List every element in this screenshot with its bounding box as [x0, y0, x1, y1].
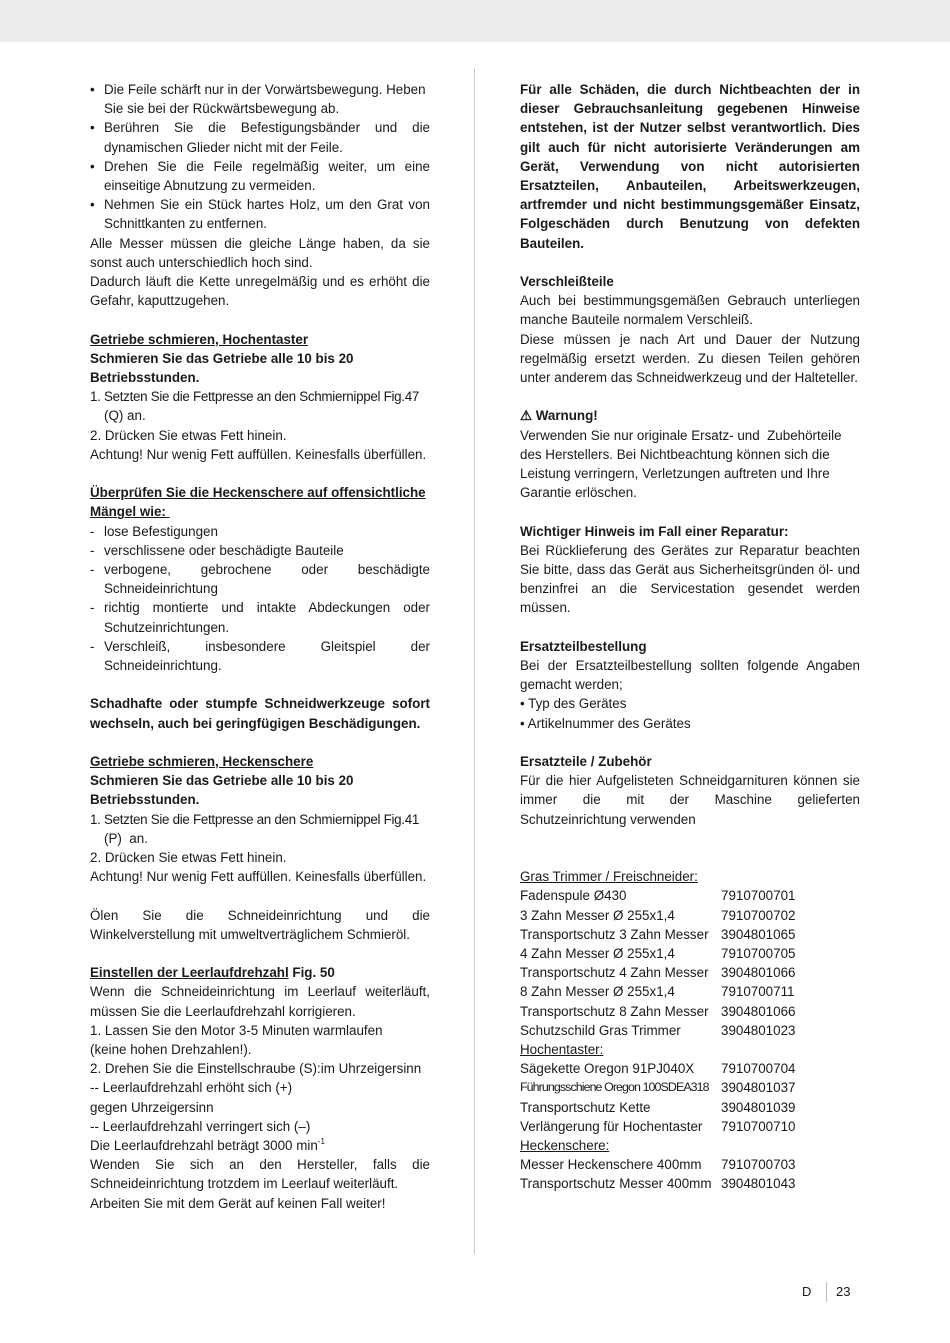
- step: 1. Setzten Sie die Fettpresse an den Schmiernippel Fig.41: [90, 811, 420, 827]
- table-row: Sägekette Oregon 91PJ040X 7910700704: [520, 1061, 796, 1077]
- paragraph: Ölen Sie die Schneideinrichtung und die Winkelverstellung mit umweltverträglichem Schmieröl.: [90, 907, 430, 942]
- list-item: • Berühren Sie die Befestigungsbänder und die dynamischen Glieder nicht mit der Feile.: [90, 118, 430, 156]
- table-row: Transportschutz 3 Zahn Messer 3904801065: [520, 926, 796, 942]
- section-heading: Überprüfen Sie die Heckenschere auf offensichtliche: [90, 485, 426, 501]
- list-item: - verschlissene oder beschädigte Bauteile: [90, 541, 430, 560]
- table-row: Transportschutz Messer 400mm 3904801043: [520, 1176, 796, 1192]
- step: 1. Lassen Sie den Motor 3-5 Minuten warmlaufen: [90, 1022, 383, 1038]
- table-row: Transportschutz 8 Zahn Messer 3904801066: [520, 1003, 796, 1019]
- section-heading: Wichtiger Hinweis im Fall einer Reparatur:: [520, 523, 789, 539]
- liability-notice: Für alle Schäden, die durch Nichtbeachten der in dieser Gebrauchsanleitung gegebenen Hinweise entstehen, ist der Nutzer selbst verantwortlich. Dies gilt auch für nicht autorisierte Veränderungen am Gerät, Verwendung von nicht autorisierten Ersatzteilen, Anbauteilen, Arbeitswerkzeugen, artfremder und nicht bestimmungsgemäßer Einsatz, Folgeschäden durch Benutzung von defekten Bauteilen.: [520, 82, 860, 251]
- section-heading: Getriebe schmieren, Heckenschere: [90, 754, 314, 770]
- parts-group-heading: Heckenschere:: [520, 1138, 610, 1154]
- warning-line: Leistung verringern, Verletzungen auftreten und Ihre: [520, 466, 830, 482]
- footer-divider: [826, 1282, 827, 1302]
- page-number: 23: [836, 1284, 851, 1299]
- list-item: - lose Befestigungen: [90, 522, 430, 541]
- list-item: • Nehmen Sie ein Stück hartes Holz, um den Grat von Schnittkanten zu entfernen.: [90, 195, 430, 233]
- table-row: 8 Zahn Messer Ø 255x1,4 7910700711: [520, 984, 795, 1000]
- section-heading: Verschleißteile: [520, 274, 614, 290]
- paragraph: Bei der Ersatzteilbestellung sollten folgende Angaben gemacht werden;: [520, 658, 860, 693]
- warning-line: Garantie erlöschen.: [520, 485, 637, 501]
- table-row: Führungsschiene Oregon 100SDEA318 3904801037: [520, 1080, 796, 1096]
- list-item: - richtig montierte und intakte Abdeckungen oder Schutzeinrichtungen.: [90, 598, 430, 636]
- list-item: - verbogene, gebrochene oder beschädigte Schneideinrichtung: [90, 560, 430, 598]
- note: Achtung! Nur wenig Fett auffüllen. Keinesfalls überfüllen.: [90, 446, 427, 462]
- top-band: [0, 0, 950, 42]
- bold-warning: Schadhafte oder stumpfe Schneidwerkzeuge sofort wechseln, auch bei geringfügigen Beschädigungen.: [90, 696, 430, 731]
- table-row: Transportschutz Kette 3904801039: [520, 1099, 796, 1115]
- list-item: • Drehen Sie die Feile regelmäßig weiter, um eine einseitige Abnutzung zu vermeiden.: [90, 157, 430, 195]
- step: -- Leerlaufdrehzahl erhöht sich (+): [90, 1080, 293, 1096]
- table-row: Schutzschild Gras Trimmer 3904801023: [520, 1022, 796, 1038]
- step: (keine hohen Drehzahlen!).: [90, 1042, 252, 1058]
- table-row: 4 Zahn Messer Ø 255x1,4 7910700705: [520, 946, 796, 962]
- step: (P) an.: [104, 830, 148, 846]
- section-heading: Einstellen der Leerlaufdrehzahl Fig. 50: [90, 965, 335, 981]
- table-row: Messer Heckenschere 400mm 7910700703: [520, 1157, 796, 1173]
- step: -- Leerlaufdrehzahl verringert sich (–): [90, 1118, 311, 1134]
- section-heading: ⚠ Warnung!: [520, 408, 598, 424]
- step: 2. Drücken Sie etwas Fett hinein.: [90, 850, 287, 866]
- column-divider: [474, 68, 475, 1254]
- paragraph: Wenden Sie sich an den Hersteller, falls die Schneideinrichtung trotzdem im Leerlauf weiterläuft.: [90, 1157, 430, 1192]
- section-heading: Getriebe schmieren, Hochentaster: [90, 331, 309, 347]
- step: Die Leerlaufdrehzahl beträgt 3000 $\min^{-1}$: [90, 1137, 325, 1154]
- footer-language: D: [802, 1284, 812, 1299]
- paragraph: Für die hier Aufgelisteten Schneidgarnituren können sie immer die mit der Maschine gelieferten Schutzeinrichtung verwenden: [520, 773, 860, 827]
- bold-instruction: Betriebsstunden.: [90, 792, 200, 808]
- table-row: Transportschutz 4 Zahn Messer 3904801066: [520, 965, 796, 981]
- left-column: [90, 80, 430, 1213]
- parts-group-heading: Hochentaster:: [520, 1042, 604, 1058]
- list-item: • Artikelnummer des Gerätes: [520, 715, 691, 731]
- paragraph: Bei Rücklieferung des Gerätes zur Reparatur beachten Sie bitte, dass das Gerät aus Sicherheitsgründen öl- und benzinfrei an die Servicestation gesendet werden müssen.: [520, 542, 860, 616]
- bold-instruction: Betriebsstunden.: [90, 370, 200, 386]
- paragraph: Arbeiten Sie mit dem Gerät auf keinen Fall weiter!: [90, 1195, 386, 1211]
- warning-icon: ⚠: [520, 408, 533, 424]
- table-row: Verlängerung für Hochentaster 7910700710: [520, 1118, 796, 1134]
- paragraph: Alle Messer müssen die gleiche Länge haben, da sie sonst auch unterschiedlich hoch sind.: [90, 235, 430, 270]
- parts-table: [520, 867, 795, 1193]
- right-column: [520, 80, 860, 1194]
- paragraph: Auch bei bestimmungsgemäßen Gebrauch unterliegen manche Bauteile normalem Verschleiß.: [520, 293, 860, 328]
- bold-instruction: Schmieren Sie das Getriebe alle 10 bis 20: [90, 773, 354, 789]
- table-row: 3 Zahn Messer Ø 255x1,4 7910700702: [520, 907, 796, 923]
- paragraph: Dadurch läuft die Kette unregelmäßig und es erhöht die Gefahr, kaputtzugehen.: [90, 274, 430, 309]
- step: 2. Drücken Sie etwas Fett hinein.: [90, 427, 287, 443]
- table-row: Fadenspule Ø430 7910700701: [520, 888, 796, 904]
- warning-line: des Herstellers. Bei Nichtbeachtung können sich die: [520, 446, 830, 462]
- paragraph: Wenn die Schneideinrichtung im Leerlauf weiterläuft, müssen Sie die Leerlaufdrehzahl korrigieren.: [90, 984, 430, 1019]
- step: gegen Uhrzeigersinn: [90, 1099, 214, 1115]
- note: Achtung! Nur wenig Fett auffüllen. Keinesfalls überfüllen.: [90, 869, 427, 885]
- section-heading: Ersatzteile / Zubehör: [520, 754, 652, 770]
- list-item: • Typ des Gerätes: [520, 696, 627, 712]
- warning-line: Verwenden Sie nur originale Ersatz- und Zubehörteile: [520, 427, 842, 443]
- step: (Q) an.: [104, 408, 146, 424]
- step: 2. Drehen Sie die Einstellschraube (S):im Uhrzeigersinn: [90, 1061, 422, 1077]
- section-heading: Ersatzteilbestellung: [520, 638, 647, 654]
- parts-group-heading: Gras Trimmer / Freischneider:: [520, 869, 698, 885]
- list-item: - Verschleiß, insbesondere Gleitspiel der Schneideinrichtung.: [90, 637, 430, 675]
- step: 1. Setzten Sie die Fettpresse an den Schmiernippel Fig.47: [90, 389, 420, 405]
- paragraph: Diese müssen je nach Art und Dauer der Nutzung regelmäßig ersetzt werden. Zu diesen Teilen gehören unter anderem das Schneidwerkzeug und der Halteteller.: [520, 331, 860, 386]
- section-heading: Mängel wie:: [90, 504, 170, 520]
- bold-instruction: Schmieren Sie das Getriebe alle 10 bis 20: [90, 350, 354, 366]
- list-item: • Die Feile schärft nur in der Vorwärtsbewegung. Heben Sie sie bei der Rückwärtsbewegung ab.: [90, 80, 430, 118]
